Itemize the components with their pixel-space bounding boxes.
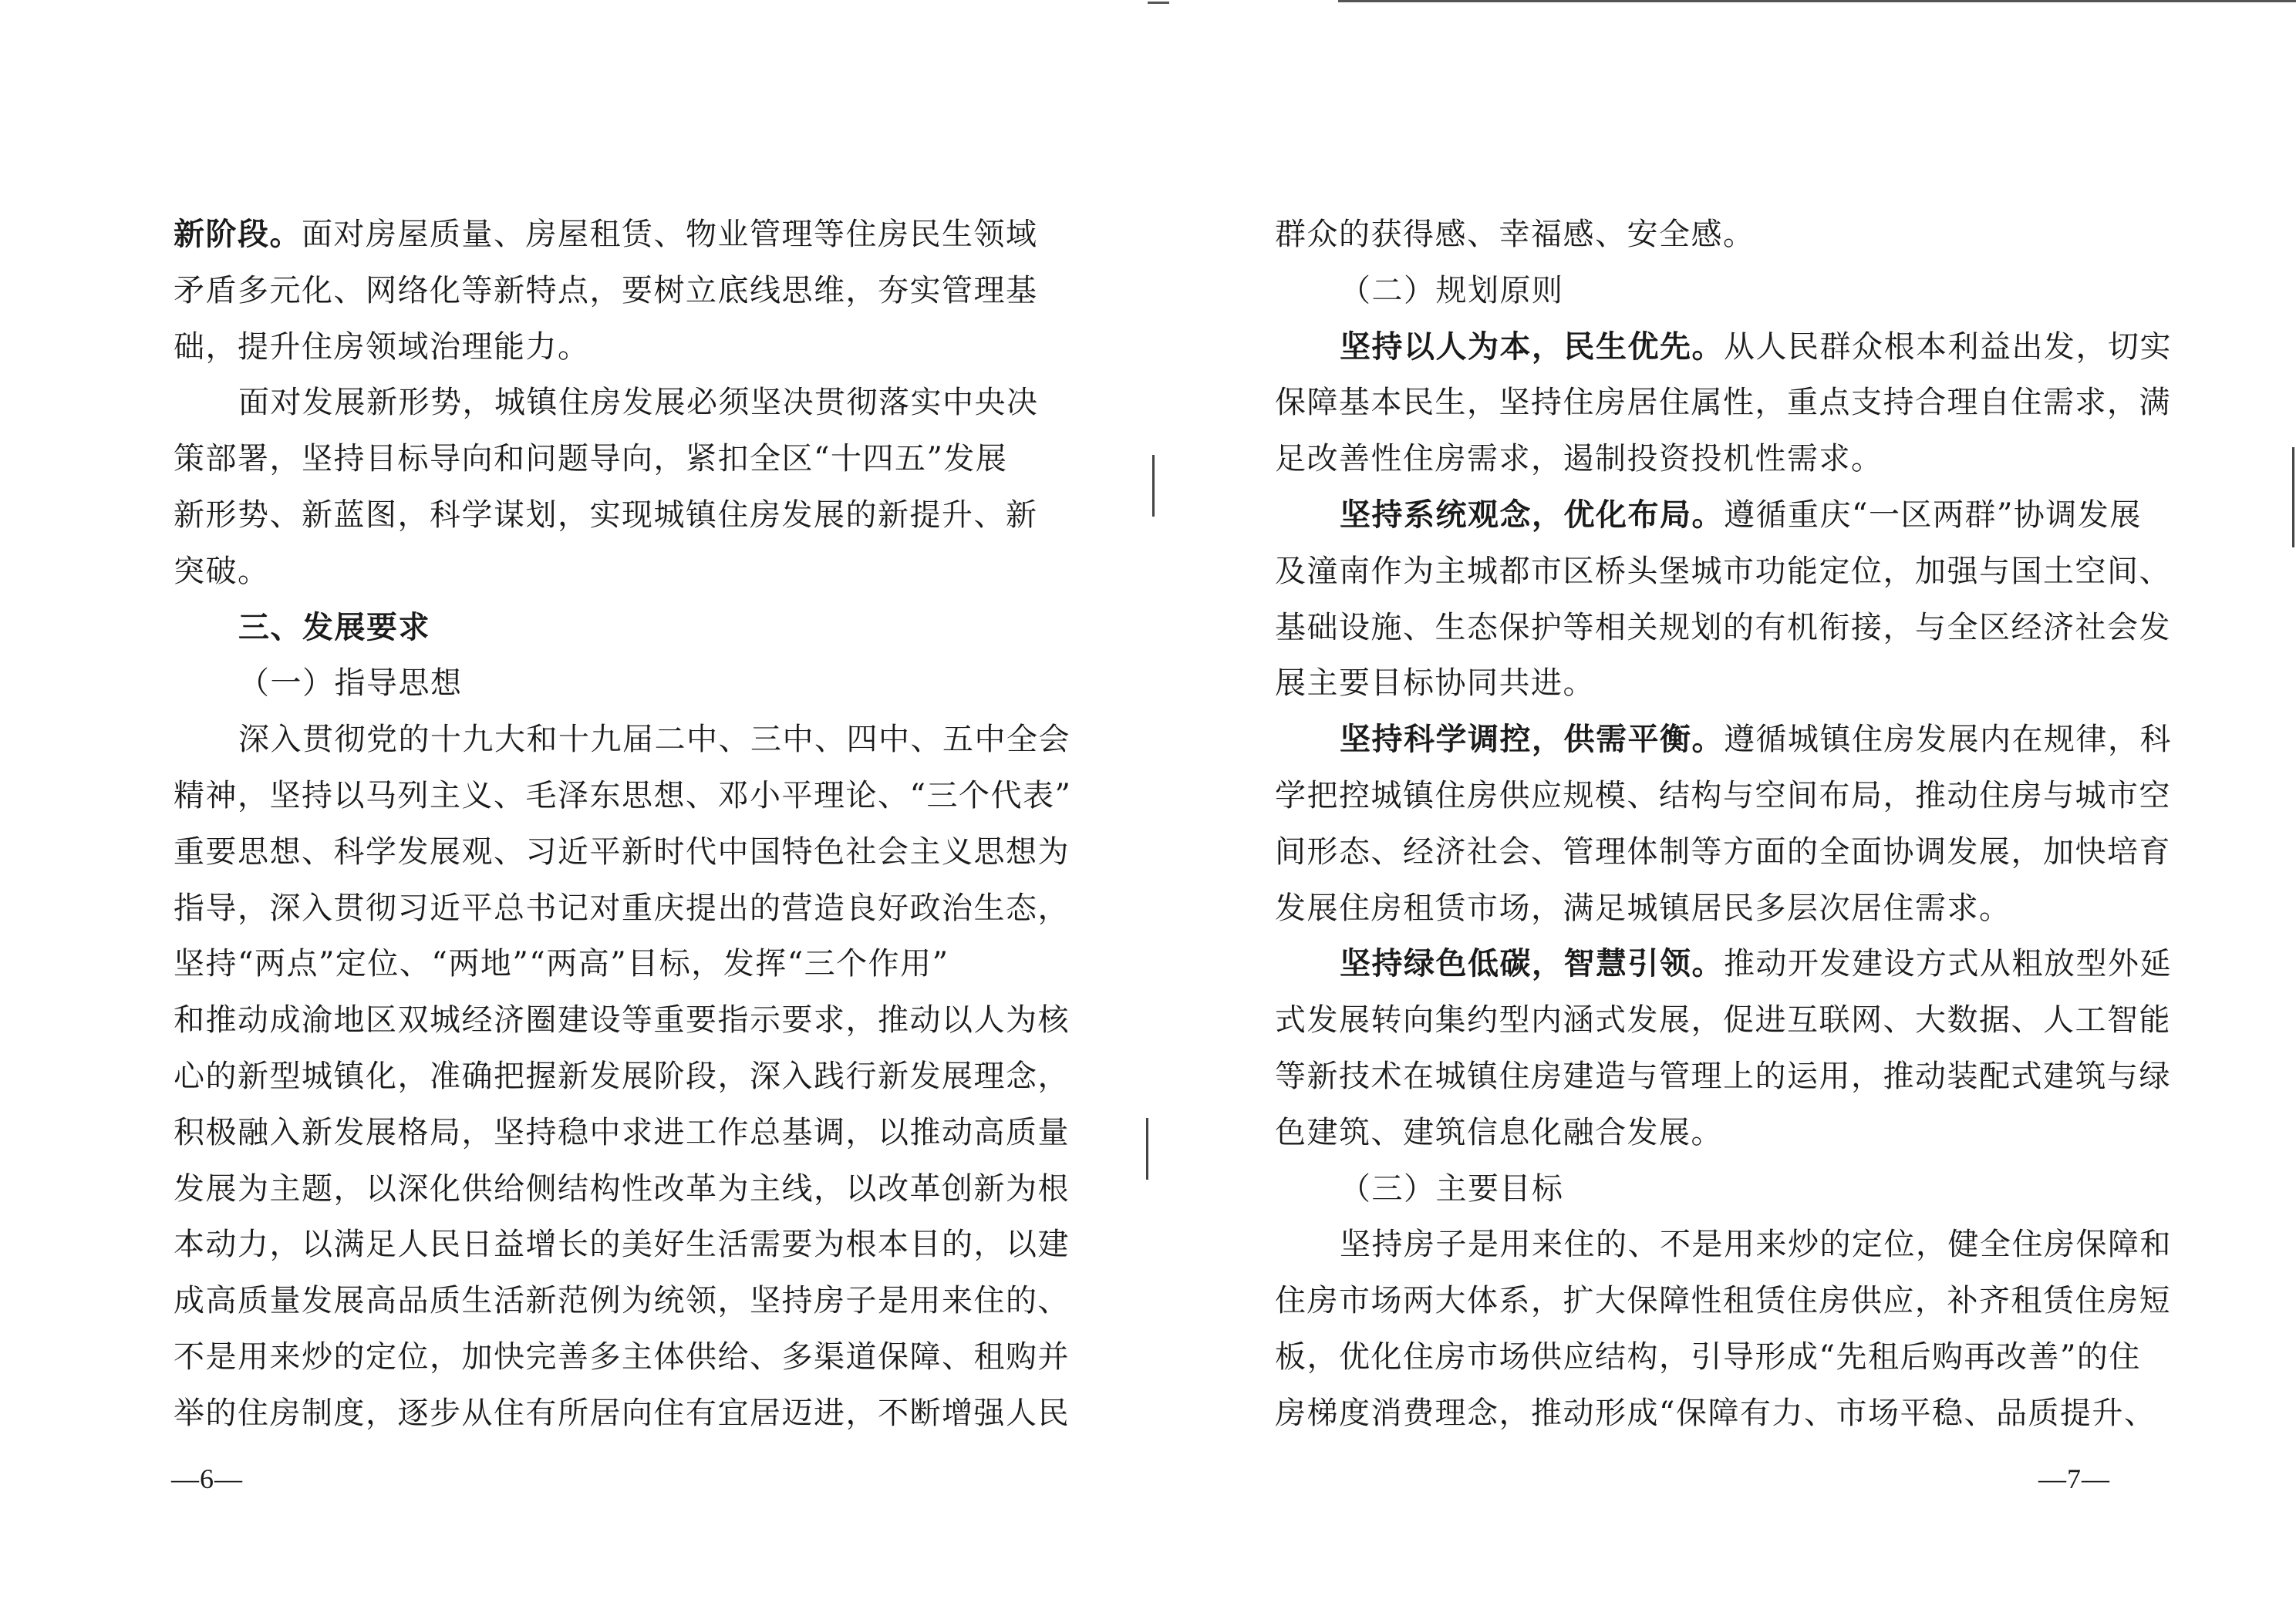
right-page — [1148, 0, 2296, 1623]
line-text: 本动力，以满足人民日益增长的美好生活需要为根本目的，以建 — [174, 1227, 1070, 1263]
line-text: 举的住房制度，逐步从住有所居向住有宜居迈进，不断增强人民 — [174, 1395, 1070, 1431]
line-text: 色建筑、建筑信息化融合发展。 — [1275, 1114, 1723, 1150]
text-line — [174, 655, 1030, 712]
gutter-mark-upper — [1152, 455, 1155, 517]
line-text: 心的新型城镇化，准确把握新发展阶段，深入践行新发展理念， — [174, 1058, 1070, 1094]
text-line — [1275, 487, 2142, 544]
line-text: 从人民群众根本利益出发，切实 — [1724, 328, 2172, 365]
line-text: 策部署，坚持目标导向和问题导向，紧扣全区“十四五”发展 — [174, 441, 1008, 477]
line-text: （一）指导思想 — [238, 665, 463, 702]
text-line — [174, 881, 1070, 937]
line-text: 式发展转向集约型内涵式发展，促进互联网、大数据、人工智能 — [1275, 1002, 2171, 1039]
text-line — [1275, 824, 2171, 881]
line-text: 发展住房租赁市场，满足城镇居民多层次居住需求。 — [1275, 890, 2011, 926]
text-line — [1275, 1049, 2171, 1105]
line-text: 等新技术在城镇住房建造与管理上的运用，推动装配式建筑与绿 — [1275, 1058, 2171, 1094]
line-text: 三、发展要求 — [238, 608, 430, 645]
text-line — [174, 1049, 1070, 1105]
line-text: 足改善性住房需求，遏制投资投机性需求。 — [1275, 441, 1883, 477]
text-line — [1275, 431, 2131, 487]
text-line — [1275, 319, 2172, 375]
text-line — [1275, 544, 2171, 600]
line-text: 坚持“两点”定位、“两地”“两高”目标，发挥“三个作用” — [174, 946, 949, 982]
text-line — [174, 936, 1030, 992]
line-text: （三）主要目标 — [1340, 1170, 1564, 1207]
line-text: 遵循重庆“一区两群”协调发展 — [1724, 497, 2142, 533]
top-rule-center — [1148, 2, 1169, 4]
text-line — [174, 544, 1030, 600]
text-line — [174, 319, 1030, 375]
line-text: 展主要目标协同共进。 — [1275, 665, 1595, 702]
text-line — [174, 824, 1070, 881]
line-text: 保障基本民生，坚持住房居住属性，重点支持合理自住需求，满 — [1275, 385, 2171, 421]
line-text: 推动开发建设方式从粗放型外延 — [1724, 946, 2172, 982]
line-text: 房梯度消费理念，推动形成“保障有力、市场平稳、品质提升、 — [1275, 1395, 2156, 1431]
text-line — [1275, 881, 2131, 937]
line-text: 遵循城镇住房发展内在规律，科 — [1724, 722, 2172, 758]
text-line — [1275, 1386, 2156, 1442]
line-text: 和推动成渝地区双城经济圈建设等重要指示要求，推动以人为核 — [174, 1002, 1070, 1039]
right-page-body — [1275, 207, 2172, 1442]
text-line — [1275, 936, 2172, 992]
line-text: 精神，坚持以马列主义、毛泽东思想、邓小平理论、“三个代表” — [174, 777, 1072, 813]
text-line — [1275, 1329, 2141, 1386]
line-text: 重要思想、科学发展观、习近平新时代中国特色社会主义思想为 — [174, 833, 1070, 870]
text-line — [1275, 712, 2172, 768]
text-line — [1275, 375, 2171, 431]
text-line — [1275, 992, 2171, 1049]
text-line — [1275, 1161, 2131, 1217]
left-page-body — [174, 207, 1072, 1442]
bold-lead-phrase: 坚持以人为本，民生优先。 — [1340, 328, 1724, 365]
line-text: 间形态、经济社会、管理体制等方面的全面协调发展，加快培育 — [1275, 833, 2171, 870]
gutter-mark-lower — [1146, 1118, 1148, 1180]
text-line — [174, 1105, 1070, 1161]
line-text: 学把控城镇住房供应规模、结构与空间布局，推动住房与城市空 — [1275, 777, 2171, 813]
line-text: 板，优化住房市场供应结构，引导形成“先租后购再改善”的住 — [1275, 1338, 2141, 1375]
line-text: 矛盾多元化、网络化等新特点，要树立底线思维，夯实管理基 — [174, 272, 1038, 308]
text-line — [174, 263, 1038, 319]
bold-lead-phrase: 坚持绿色低碳，智慧引领。 — [1340, 945, 1724, 982]
line-text: 不是用来炒的定位，加快完善多主体供给、多渠道保障、租购并 — [174, 1338, 1070, 1375]
line-text: 积极融入新发展格局，坚持稳中求进工作总基调，以推动高质量 — [174, 1114, 1070, 1150]
text-line — [174, 712, 1070, 768]
line-text: 群众的获得感、幸福感、安全感。 — [1275, 217, 1755, 252]
line-text: （二）规划原则 — [1340, 272, 1564, 308]
text-line — [1275, 655, 2131, 712]
text-line — [174, 992, 1070, 1049]
line-text: 础，提升住房领域治理能力。 — [174, 328, 590, 365]
text-line — [174, 1217, 1070, 1273]
right-page-number: —7— — [2038, 1463, 2110, 1494]
text-line — [174, 600, 1030, 656]
text-line — [1275, 263, 2131, 319]
text-line — [1275, 1273, 2171, 1329]
text-line — [174, 431, 1030, 487]
line-text: 发展为主题，以深化供给侧结构性改革为主线，以改革创新为根 — [174, 1170, 1070, 1207]
text-line — [1275, 1105, 2131, 1161]
line-text: 面对房屋质量、房屋租赁、物业管理等住房民生领域 — [302, 217, 1038, 252]
line-text: 深入贯彻党的十九大和十九届二中、三中、四中、五中全会 — [238, 722, 1070, 758]
text-line — [1275, 207, 2131, 263]
text-line — [1275, 600, 2171, 656]
line-text: 成高质量发展高品质生活新范例为统领，坚持房子是用来住的、 — [174, 1283, 1070, 1319]
line-text: 住房市场两大体系，扩大保障性租赁住房供应，补齐租赁住房短 — [1275, 1283, 2171, 1319]
left-page-number: —6— — [171, 1463, 243, 1494]
text-line — [174, 1161, 1070, 1217]
bold-lead-phrase: 坚持科学调控，供需平衡。 — [1340, 721, 1724, 758]
line-text: 及潼南作为主城都市区桥头堡城市功能定位，加强与国土空间、 — [1275, 553, 2171, 589]
text-line — [174, 1329, 1070, 1386]
line-text: 面对发展新形势，城镇住房发展必须坚决贯彻落实中央决 — [238, 385, 1039, 421]
text-line — [174, 487, 1038, 544]
bold-lead-phrase: 坚持系统观念，优化布局。 — [1340, 496, 1724, 533]
bold-lead-phrase: 新阶段。 — [174, 216, 302, 252]
line-text: 指导，深入贯彻习近平总书记对重庆提出的营造良好政治生态， — [174, 890, 1070, 926]
text-line — [1275, 768, 2171, 824]
line-text: 坚持房子是用来住的、不是用来炒的定位，健全住房保障和 — [1340, 1227, 2172, 1263]
text-line — [174, 207, 1038, 263]
right-edge-mark — [2292, 447, 2294, 547]
text-line — [174, 1386, 1070, 1442]
text-line — [174, 375, 1039, 431]
text-line — [174, 1273, 1070, 1329]
line-text: 突破。 — [174, 553, 270, 589]
text-line — [1275, 1217, 2172, 1273]
top-rule-right — [1338, 0, 2296, 2]
text-line — [174, 768, 1072, 824]
line-text: 新形势、新蓝图，科学谋划，实现城镇住房发展的新提升、新 — [174, 497, 1038, 533]
line-text: 基础设施、生态保护等相关规划的有机衔接，与全区经济社会发 — [1275, 609, 2171, 645]
